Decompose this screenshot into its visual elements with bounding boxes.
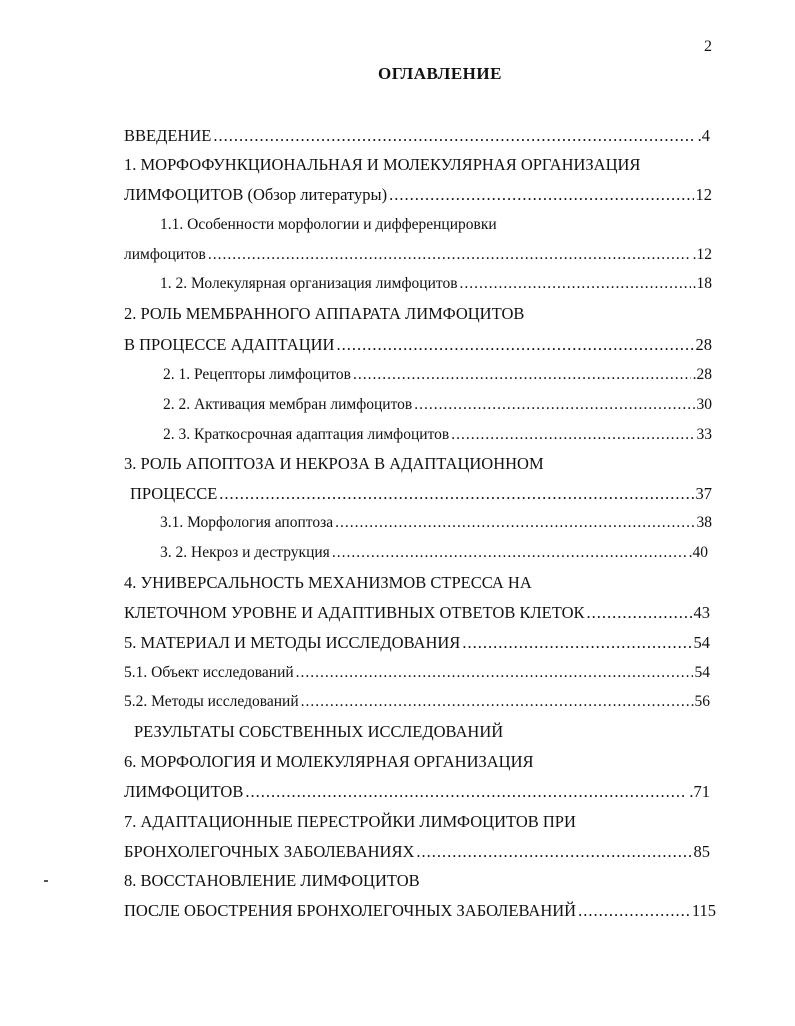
- dot-leader: [208, 243, 691, 267]
- entry-text: 3. РОЛЬ АПОПТОЗА И НЕКРОЗА В АДАПТАЦИОННОМ: [124, 454, 544, 473]
- toc-entry: [124, 124, 710, 148]
- dot-leader: [462, 631, 691, 655]
- toc-entry: [124, 810, 576, 834]
- dot-leader: [213, 124, 695, 148]
- entry-text: 5.1. Объект исследований: [124, 664, 294, 681]
- dot-leader: [335, 511, 694, 535]
- entry-page: 30: [696, 396, 712, 413]
- entry-page: .56: [690, 693, 710, 710]
- entry-text: 2. РОЛЬ МЕМБРАННОГО АППАРАТА ЛИМФОЦИТОВ: [124, 304, 525, 323]
- toc-entry: [124, 153, 640, 177]
- entry-text: 2. 2. Активация мембран лимфоцитов: [163, 396, 413, 413]
- entry-text: В ПРОЦЕССЕ АДАПТАЦИИ: [124, 335, 335, 354]
- page-number: 2: [704, 38, 712, 55]
- entry-text: 5. МАТЕРИАЛ И МЕТОДЫ ИССЛЕДОВАНИЯ: [124, 633, 461, 652]
- entry-text: 1.1. Особенности морфологии и дифференцировки: [160, 216, 497, 233]
- entry-text: ЛИМФОЦИТОВ (Обзор литературы): [124, 185, 388, 204]
- toc-entry: [124, 302, 524, 326]
- entry-text: 2. 3. Краткосрочная адаптация лимфоцитов: [163, 426, 450, 443]
- entry-text: ВВЕДЕНИЕ: [124, 126, 212, 145]
- dot-leader: [336, 333, 693, 357]
- entry-text: 6. МОРФОЛОГИЯ И МОЛЕКУЛЯРНАЯ ОРГАНИЗАЦИЯ: [124, 752, 534, 771]
- toc-entry: [160, 213, 497, 237]
- toc-entry: [124, 750, 534, 774]
- entry-text: 5.2. Методы исследований: [124, 693, 299, 710]
- toc-entry: [124, 333, 712, 357]
- entry-page: 85: [693, 842, 710, 861]
- entry-page: 115: [691, 901, 716, 920]
- entry-text: 3.1. Морфология апоптоза: [160, 514, 334, 531]
- toc-entry: [124, 243, 712, 267]
- entry-page: 54: [693, 633, 710, 652]
- toc-entry: [160, 272, 712, 296]
- entry-text: 3. 2. Некроз и деструкция: [160, 544, 330, 561]
- toc-entry: [124, 869, 420, 893]
- dot-leader: [332, 541, 687, 565]
- toc-entry: [124, 840, 710, 864]
- entry-page: 28: [695, 335, 712, 354]
- entry-page: 54: [694, 664, 710, 681]
- entry-page: .4: [697, 126, 710, 145]
- entry-text: ПРОЦЕССЕ: [130, 484, 218, 503]
- dot-leader: [353, 363, 691, 387]
- toc-entry: [124, 690, 710, 714]
- toc-section-heading: [134, 720, 503, 744]
- entry-page: 38: [696, 514, 712, 531]
- toc-entry: [124, 631, 710, 655]
- entry-text: 1. МОРФОФУНКЦИОНАЛЬНАЯ И МОЛЕКУЛЯРНАЯ ОРГАНИЗАЦИЯ: [124, 155, 641, 174]
- toc-entry: [124, 780, 710, 804]
- entry-text: 4. УНИВЕРСАЛЬНОСТЬ МЕХАНИЗМОВ СТРЕССА НА: [124, 573, 532, 592]
- entry-text: 2. 1. Рецепторы лимфоцитов: [163, 366, 351, 383]
- toc-entry: [124, 571, 532, 595]
- dot-leader: [245, 780, 687, 804]
- entry-page: 12: [695, 185, 712, 204]
- dot-leader: [301, 690, 689, 714]
- toc-entry: [160, 541, 708, 565]
- entry-page: .18: [692, 275, 712, 292]
- entry-page: .71: [689, 782, 710, 801]
- toc-entry: [124, 661, 710, 685]
- toc-entry: [124, 899, 716, 923]
- entry-text: КЛЕТОЧНОМ УРОВНЕ И АДАПТИВНЫХ ОТВЕТОВ КЛЕТОК: [124, 603, 585, 622]
- toc-entry: [130, 482, 712, 506]
- entry-text: БРОНХОЛЕГОЧНЫХ ЗАБОЛЕВАНИЯХ: [124, 842, 415, 861]
- toc-entry: [163, 423, 712, 447]
- entry-text: лимфоцитов: [124, 246, 206, 263]
- dot-leader: [414, 393, 694, 417]
- dot-leader: [587, 601, 692, 625]
- entry-text: РЕЗУЛЬТАТЫ СОБСТВЕННЫХ ИССЛЕДОВАНИЙ: [134, 722, 504, 741]
- toc-entry: [163, 363, 712, 387]
- entry-page: .28: [692, 366, 712, 383]
- dot-leader: [296, 661, 693, 685]
- scan-speck: [44, 880, 48, 882]
- dot-leader: [451, 423, 694, 447]
- entry-page: 33: [696, 426, 712, 443]
- dot-leader: [389, 183, 693, 207]
- dot-leader: [578, 899, 690, 923]
- toc-entry: [124, 452, 544, 476]
- entry-text: 7. АДАПТАЦИОННЫЕ ПЕРЕСТРОЙКИ ЛИМФОЦИТОВ ПРИ: [124, 812, 576, 831]
- dot-leader: [460, 272, 691, 296]
- toc-entry: [124, 183, 712, 207]
- entry-page: 43: [693, 603, 710, 622]
- toc-entry: [160, 511, 712, 535]
- entry-text: ЛИМФОЦИТОВ: [124, 782, 244, 801]
- entry-text: 1. 2. Молекулярная организация лимфоцитов: [160, 275, 458, 292]
- toc-entry: [163, 393, 712, 417]
- dot-leader: [416, 840, 691, 864]
- entry-text: ПОСЛЕ ОБОСТРЕНИЯ БРОНХОЛЕГОЧНЫХ ЗАБОЛЕВАНИЙ: [124, 901, 577, 920]
- toc-title: ОГЛАВЛЕНИЕ: [378, 64, 502, 83]
- entry-text: 8. ВОССТАНОВЛЕНИЕ ЛИМФОЦИТОВ: [124, 871, 420, 890]
- toc-entry: [124, 601, 710, 625]
- entry-page: 37: [695, 484, 712, 503]
- entry-page: .40: [688, 544, 708, 561]
- dot-leader: [219, 482, 693, 506]
- entry-page: .12: [692, 246, 712, 263]
